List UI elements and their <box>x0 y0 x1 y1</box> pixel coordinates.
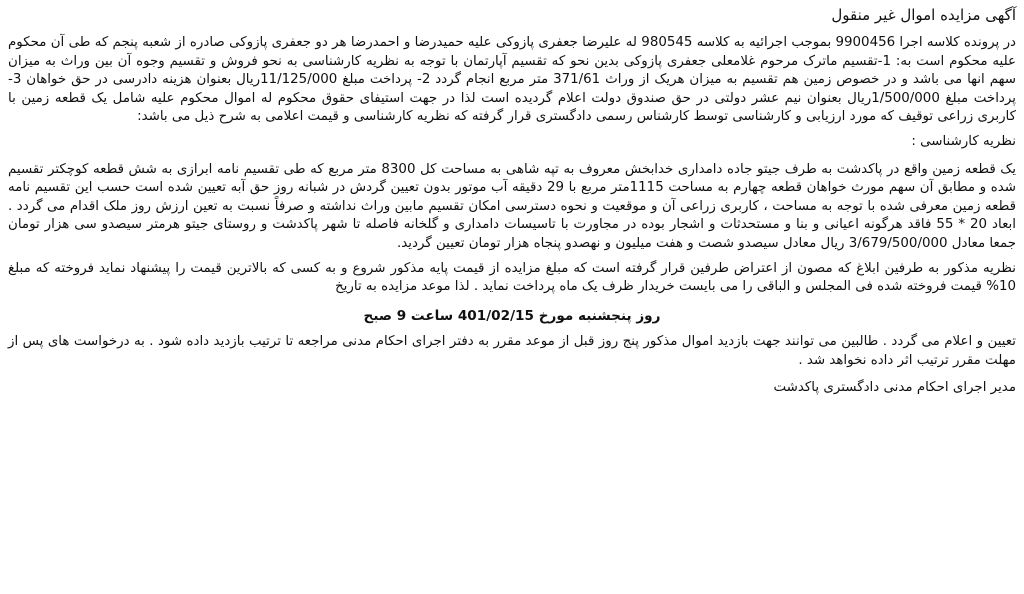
auction-date: روز پنجشنبه مورخ 401/02/15 ساعت 9 صبح <box>363 307 661 324</box>
notice-paragraph-auction-terms: نظریه مذکور به طرفین ابلاغ که مصون از اعتراض طرفین قرار گرفته است که مبلغ مزایده از قیمت پایه مذکور شروع و به کسی که بالاترین قیمت را پیشنهاد نماید فروخته که مبلغ 10% قیمت فروخته شده فی المجلس و الباقی را می بایست خریدار ظرف یک ماه پرداخت نماید . لذا موعد مزایده به تاریخ <box>8 260 1016 295</box>
expert-opinion-heading: نظریه کارشناسی : <box>911 133 1016 149</box>
notice-paragraph-case-details: در پرونده کلاسه اجرا 9900456 بموجب اجرائیه به کلاسه 980545 له علیرضا جعفری پازوکی علیه حمیدرضا و احمدرضا هر دو جعفری پازوکی صادره از شعبه پنجم که طی آن محکوم علیه محکوم است به: 1-تقسیم ماترک مرحوم غلامعلی جعفری پازوکی بدین نحو که تقسیم آپارتمان با توجه به نظریه کارشناسی به نحو فروش و تقسیم وجوه آن بین وراث به میزان سهم انها می باشد و در خصوص زمین هم تقسیم به میزان هریک از وراث 371/61 متر مربع انجام گردد 2- پرداخت مبلغ 11/125/000ریال بعنوان هزینه دادرسی در حق خواهان 3- پرداخت مبلغ 1/500/000ریال بعنوان نیم عشر دولتی در حق صندوق دولت اعلام گردیده است لذا در جهت استیفای حقوق محکوم له اموال محکوم علیه شامل یک قطعه زمین با کاربری زراعی توقیف که مورد ارزیابی و کارشناسی توسط کارشناس رسمی دادگستری قرار گرفته که نظریه کارشناسی و قیمت اعلامی به شرح ذیل می باشد: <box>8 35 1016 125</box>
signature-line: مدیر اجرای احکام مدنی دادگستری پاکدشت <box>773 379 1016 395</box>
notice-paragraph-visit-info: تعیین و اعلام می گردد . طالبین می توانند جهت بازدید اموال مذکور پنج روز قبل از موعد مقرر به دفتر اجرای احکام مدنی مراجعه تا ترتیب بازدید داده شود . به درخواست های پس از مهلت مقرر ترتیب اثر داده نخواهد شد . <box>8 334 1016 368</box>
notice-paragraph-property-description: یک قطعه زمین واقع در پاکدشت به طرف جیتو جاده دامداری خدابخش معروف به تپه شاهی به مساحت کل 8300 متر مربع که طی تقسیم نامه ابرازی به شش قطعه کوچکتر تقسیم شده و مطابق آن سهم مورث خواهان قطعه چهارم به مساحت 1115متر مربع با 29 دقیقه آب موتور بدون تعیین گردش در شبانه روز حق آبه تعیین شده است حسب این تقسیم نامه قطعه زمین معرفی شده با توجه به مساحت ، کاربری زراعی آن و موقعیت و نحوه دسترسی امکان تقسیم مابین وراث نداشته و صرفاً نسبت به تعین ارزش روز ملک اقدام می گردد . ابعاد 20 * 55 فاقد هرگونه اعیانی و بنا و مستحدثات و اشجار بوده در مجاورت با تاسیسات دامداری و گلخانه فاصله تا شهر پاکدشت و روستای جیتو هرمتر سیصدو سی هزار تومان جمعا معادل 3/679/500/000 ریال معادل سیصدو شصت و هفت میلیون و نهصدو پنجاه هزار تومان تعیین گردید. <box>8 161 1017 251</box>
notice-title: آگهی مزایده اموال غیر منقول <box>831 6 1016 24</box>
